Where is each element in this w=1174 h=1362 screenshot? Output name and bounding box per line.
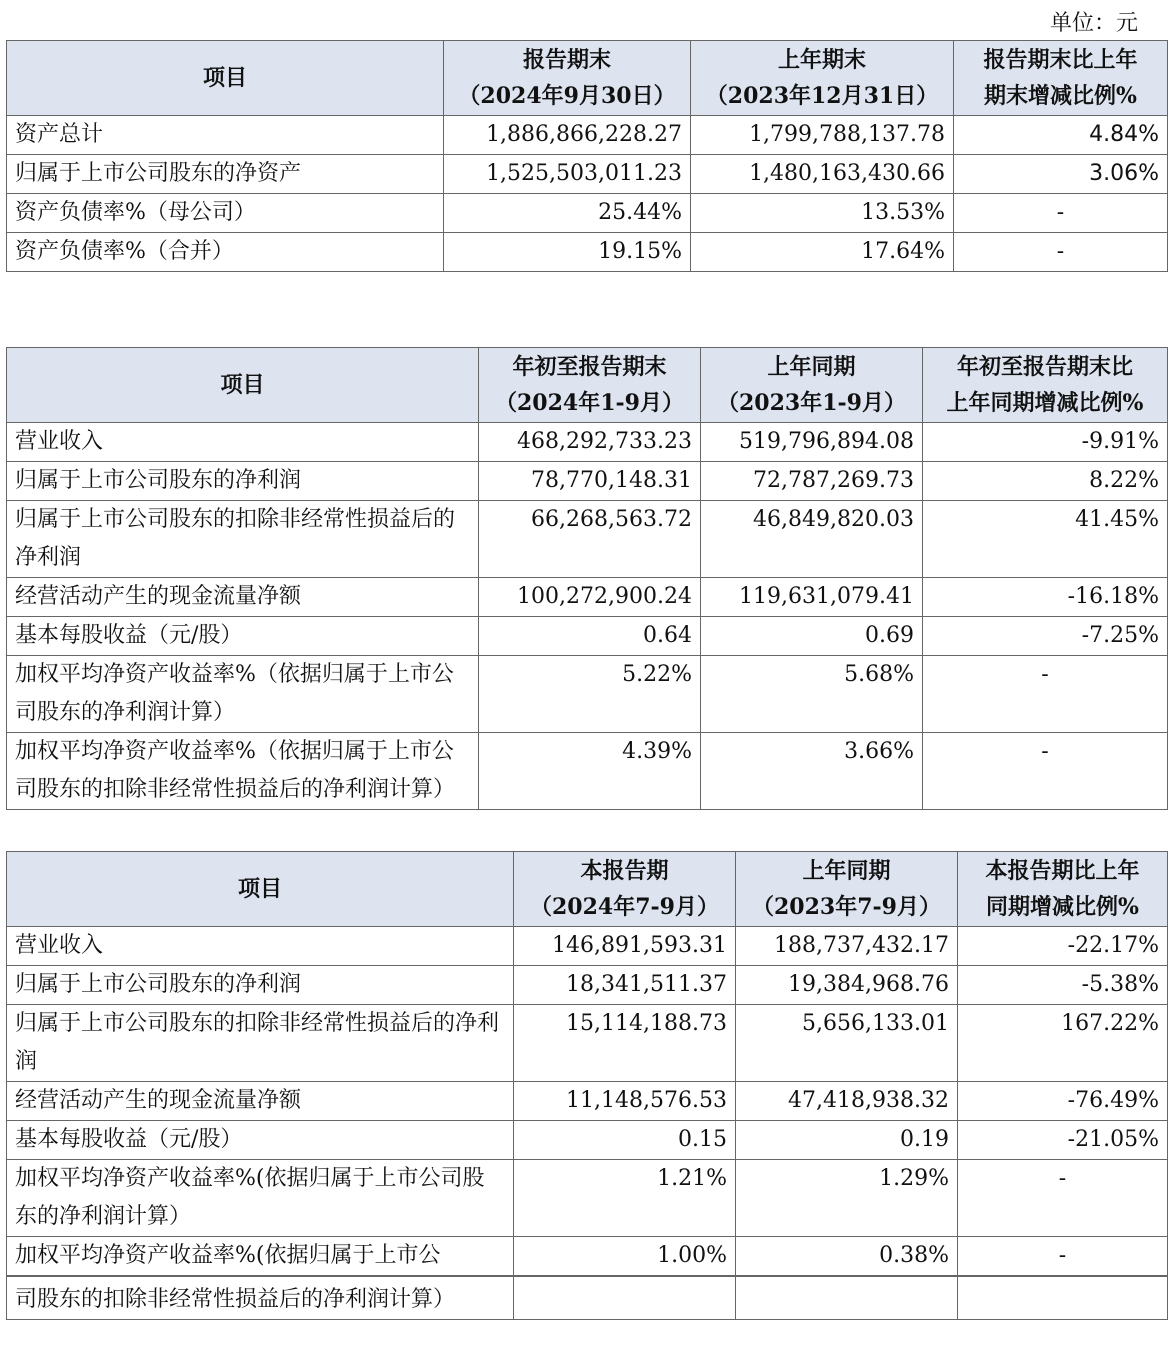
row-item: 营业收入 xyxy=(7,927,514,966)
row-current: 4.39% xyxy=(479,733,701,810)
row-change: - xyxy=(954,233,1168,272)
row-item: 资产负债率%（母公司） xyxy=(7,194,444,233)
header-change: 本报告期比上年 同期增减比例% xyxy=(958,852,1168,927)
table-row xyxy=(7,1277,1168,1320)
table-row xyxy=(7,578,1168,617)
header-prior: 上年同期 （2023年1-9月） xyxy=(701,348,923,423)
row-current: 66,268,563.72 xyxy=(479,501,701,578)
row-current xyxy=(514,1277,736,1320)
row-prior: 19,384,968.76 xyxy=(736,966,958,1005)
table-row xyxy=(7,155,1168,194)
ytd-performance-table xyxy=(6,347,1168,810)
row-item: 营业收入 xyxy=(7,423,479,462)
row-prior: 0.69 xyxy=(701,617,923,656)
header-change: 报告期末比上年 期末增减比例% xyxy=(954,41,1168,116)
row-item: 司股东的扣除非经常性损益后的净利润计算） xyxy=(7,1277,514,1320)
row-change: - xyxy=(923,733,1168,810)
row-current: 5.22% xyxy=(479,656,701,733)
quarter-performance-table-continued xyxy=(6,1276,1168,1320)
row-current: 146,891,593.31 xyxy=(514,927,736,966)
row-change: 3.06% xyxy=(954,155,1168,194)
row-change: - xyxy=(958,1160,1168,1237)
row-item: 加权平均净资产收益率%(依据归属于上市公 xyxy=(7,1237,514,1276)
row-current: 100,272,900.24 xyxy=(479,578,701,617)
row-item: 经营活动产生的现金流量净额 xyxy=(7,1082,514,1121)
table-row xyxy=(7,501,1168,578)
row-item: 基本每股收益（元/股） xyxy=(7,617,479,656)
table-row xyxy=(7,194,1168,233)
row-item: 加权平均净资产收益率%(依据归属于上市公司股东的净利润计算） xyxy=(7,1160,514,1237)
table-row xyxy=(7,423,1168,462)
row-item: 归属于上市公司股东的扣除非经常性损益后的净利润 xyxy=(7,1005,514,1082)
row-item: 经营活动产生的现金流量净额 xyxy=(7,578,479,617)
row-prior: 72,787,269.73 xyxy=(701,462,923,501)
header-prior: 上年期末 （2023年12月31日） xyxy=(691,41,954,116)
table-row xyxy=(7,116,1168,155)
row-item: 归属于上市公司股东的净利润 xyxy=(7,462,479,501)
table-header-row xyxy=(7,41,1168,116)
row-prior: 3.66% xyxy=(701,733,923,810)
table-row xyxy=(7,966,1168,1005)
table-row xyxy=(7,927,1168,966)
table-row xyxy=(7,1237,1168,1276)
header-current: 报告期末 （2024年9月30日） xyxy=(444,41,691,116)
row-change: -21.05% xyxy=(958,1121,1168,1160)
unit-label: 单位：元 xyxy=(1050,11,1139,36)
table-row xyxy=(7,1005,1168,1082)
table-row xyxy=(7,462,1168,501)
row-change: - xyxy=(954,194,1168,233)
row-change: - xyxy=(958,1237,1168,1276)
quarter-performance-table xyxy=(6,851,1168,1276)
row-prior: 119,631,079.41 xyxy=(701,578,923,617)
table-row xyxy=(7,1082,1168,1121)
balance-sheet-table xyxy=(6,40,1168,272)
row-item: 归属于上市公司股东的扣除非经常性损益后的净利润 xyxy=(7,501,479,578)
row-prior: 1.29% xyxy=(736,1160,958,1237)
row-prior: 5,656,133.01 xyxy=(736,1005,958,1082)
row-change: 41.45% xyxy=(923,501,1168,578)
row-change: - xyxy=(923,656,1168,733)
row-prior: 1,799,788,137.78 xyxy=(691,116,954,155)
row-prior: 0.19 xyxy=(736,1121,958,1160)
table-row xyxy=(7,233,1168,272)
row-item: 加权平均净资产收益率%（依据归属于上市公司股东的净利润计算） xyxy=(7,656,479,733)
row-prior: 17.64% xyxy=(691,233,954,272)
row-current: 11,148,576.53 xyxy=(514,1082,736,1121)
row-item: 加权平均净资产收益率%（依据归属于上市公司股东的扣除非经常性损益后的净利润计算） xyxy=(7,733,479,810)
row-change: -9.91% xyxy=(923,423,1168,462)
header-item: 项目 xyxy=(7,348,479,423)
row-change xyxy=(958,1277,1168,1320)
row-change: 167.22% xyxy=(958,1005,1168,1082)
row-prior: 519,796,894.08 xyxy=(701,423,923,462)
row-change: -16.18% xyxy=(923,578,1168,617)
row-change: -5.38% xyxy=(958,966,1168,1005)
row-change: 4.84% xyxy=(954,116,1168,155)
row-current: 1.00% xyxy=(514,1237,736,1276)
row-prior: 1,480,163,430.66 xyxy=(691,155,954,194)
row-item: 归属于上市公司股东的净利润 xyxy=(7,966,514,1005)
row-prior: 188,737,432.17 xyxy=(736,927,958,966)
header-current: 年初至报告期末 （2024年1-9月） xyxy=(479,348,701,423)
row-current: 15,114,188.73 xyxy=(514,1005,736,1082)
table-row xyxy=(7,656,1168,733)
row-current: 25.44% xyxy=(444,194,691,233)
row-item: 归属于上市公司股东的净资产 xyxy=(7,155,444,194)
table-header-row xyxy=(7,348,1168,423)
row-prior xyxy=(736,1277,958,1320)
row-current: 18,341,511.37 xyxy=(514,966,736,1005)
row-item: 资产负债率%（合并） xyxy=(7,233,444,272)
row-change: -76.49% xyxy=(958,1082,1168,1121)
row-prior: 47,418,938.32 xyxy=(736,1082,958,1121)
table-row xyxy=(7,1121,1168,1160)
table-row xyxy=(7,617,1168,656)
header-current: 本报告期 （2024年7-9月） xyxy=(514,852,736,927)
table-row xyxy=(7,733,1168,810)
table-row xyxy=(7,1160,1168,1237)
row-item: 基本每股收益（元/股） xyxy=(7,1121,514,1160)
row-prior: 46,849,820.03 xyxy=(701,501,923,578)
row-current: 1,886,866,228.27 xyxy=(444,116,691,155)
row-current: 1,525,503,011.23 xyxy=(444,155,691,194)
header-prior: 上年同期 （2023年7-9月） xyxy=(736,852,958,927)
row-change: -22.17% xyxy=(958,927,1168,966)
table-header-row xyxy=(7,852,1168,927)
row-change: -7.25% xyxy=(923,617,1168,656)
row-current: 78,770,148.31 xyxy=(479,462,701,501)
row-change: 8.22% xyxy=(923,462,1168,501)
row-current: 19.15% xyxy=(444,233,691,272)
row-current: 0.64 xyxy=(479,617,701,656)
header-item: 项目 xyxy=(7,852,514,927)
header-change: 年初至报告期末比 上年同期增减比例% xyxy=(923,348,1168,423)
row-current: 468,292,733.23 xyxy=(479,423,701,462)
row-prior: 13.53% xyxy=(691,194,954,233)
row-current: 0.15 xyxy=(514,1121,736,1160)
row-item: 资产总计 xyxy=(7,116,444,155)
row-prior: 0.38% xyxy=(736,1237,958,1276)
header-item: 项目 xyxy=(7,41,444,116)
row-current: 1.21% xyxy=(514,1160,736,1237)
row-prior: 5.68% xyxy=(701,656,923,733)
